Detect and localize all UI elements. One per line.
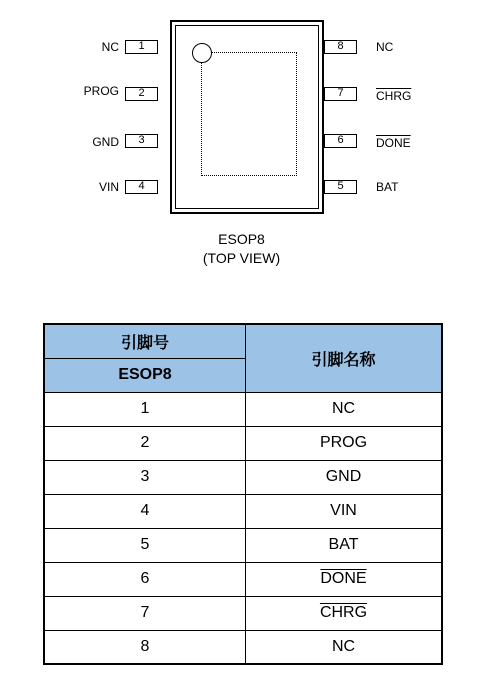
pin-6-label: DONE — [376, 136, 411, 150]
pin-number-cell: 4 — [44, 494, 246, 528]
table-row — [44, 562, 442, 596]
pin-1-label: NC — [101, 40, 119, 54]
pin1-indicator-circle — [192, 43, 212, 63]
table-row — [44, 528, 442, 562]
pin-number-cell: 8 — [44, 630, 246, 664]
pin-number-cell: 3 — [44, 460, 246, 494]
table-row — [44, 460, 442, 494]
pin-number-cell: 2 — [44, 426, 246, 460]
table-row — [44, 630, 442, 664]
pin-5-box: 5 — [324, 180, 357, 194]
header-package: ESOP8 — [44, 358, 246, 392]
table-row — [44, 392, 442, 426]
pin-number-cell: 5 — [44, 528, 246, 562]
pin-name-cell: DONE — [246, 562, 443, 596]
pin-7-label: CHRG — [376, 89, 412, 103]
pin-5-label: BAT — [376, 180, 399, 194]
pin-1-box: 1 — [125, 40, 158, 54]
pin-number-cell: 6 — [44, 562, 246, 596]
table-row — [44, 494, 442, 528]
pin-2-box: 2 — [125, 87, 158, 101]
exposed-pad-outline — [201, 52, 297, 176]
header-pin-name: 引脚名称 — [246, 324, 443, 392]
pin-name-cell: PROG — [246, 426, 443, 460]
pin-name-cell: NC — [246, 392, 443, 426]
view-label: (TOP VIEW) — [202, 250, 281, 266]
pin-3-label: GND — [92, 135, 119, 149]
pin-8-box: 8 — [324, 40, 357, 54]
pin-table-body — [44, 392, 442, 664]
header-pin-number: 引脚号 — [44, 324, 246, 358]
pin-name-cell: NC — [246, 630, 443, 664]
pin-3-box: 3 — [125, 134, 158, 148]
pin-4-label: VIN — [98, 180, 119, 194]
pin-name-cell: CHRG — [246, 596, 443, 630]
pin-number-cell: 7 — [44, 596, 246, 630]
pin-number-cell: 1 — [44, 392, 246, 426]
pin-table — [43, 323, 443, 665]
pin-name-cell: GND — [246, 460, 443, 494]
table-row — [44, 426, 442, 460]
package-diagram — [0, 0, 483, 280]
pin-7-box: 7 — [324, 87, 357, 101]
table-row — [44, 596, 442, 630]
pin-name-cell: VIN — [246, 494, 443, 528]
pin-4-box: 4 — [125, 180, 158, 194]
pin-name-cell: BAT — [246, 528, 443, 562]
pin-2-label: PROG — [83, 84, 119, 98]
package-name: ESOP8 — [218, 231, 265, 247]
pin-6-box: 6 — [324, 134, 357, 148]
pin-8-label: NC — [376, 40, 394, 54]
